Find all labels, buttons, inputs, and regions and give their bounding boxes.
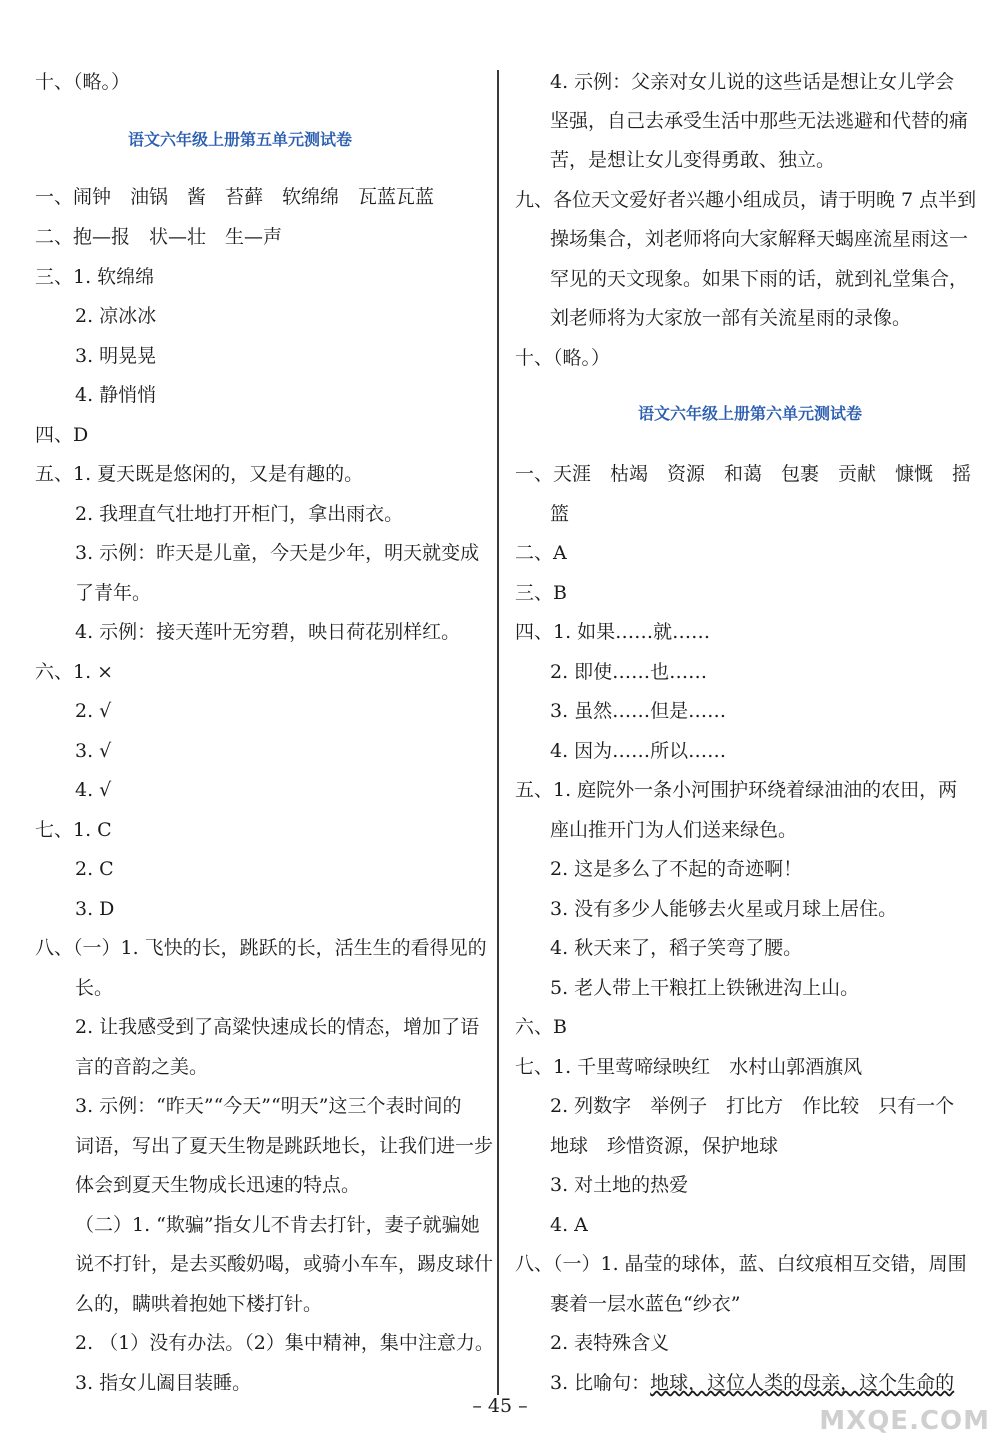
answer-line: 四、1. 如果……就……: [515, 621, 711, 643]
answer-line: 篮: [550, 503, 570, 525]
wavy-underlined-text: 地球，这位人类的母亲，这个生命的: [650, 1372, 955, 1394]
answer-line: 2. C: [75, 858, 114, 880]
answer-line: 3. D: [75, 898, 115, 920]
answer-line-last: [550, 1371, 954, 1395]
answer-line: 七、1. C: [35, 819, 112, 841]
answer-line: 2. 这是多么了不起的奇迹啊！: [550, 858, 803, 880]
answer-line: 刘老师将为大家放一部有关流星雨的录像。: [550, 307, 912, 329]
answer-line: 4. 示例：接天莲叶无穷碧，映日荷花别样红。: [75, 621, 461, 643]
answer-line: 3. 指女儿阖目装睡。: [75, 1372, 252, 1394]
answer-line: 罕见的天文现象。如果下雨的话，就到礼堂集合，: [550, 268, 969, 290]
answer-line: 六、B: [515, 1016, 567, 1038]
answer-line: 词语，写出了夏天生物是跳跃地长，让我们进一步: [75, 1135, 494, 1157]
page-number: – 45 –: [472, 1395, 528, 1417]
answer-line: 2. 表特殊含义: [550, 1332, 670, 1354]
answer-line: 3. 虽然……但是……: [550, 700, 727, 722]
answer-line: 三、1. 软绵绵: [35, 266, 155, 288]
answer-line: 2. 即使……也……: [550, 661, 708, 683]
answer-line: 裹着一层水蓝色“纱衣”: [550, 1293, 741, 1315]
answer-line: 八、（一）1. 晶莹的球体，蓝、白纹痕相互交错，周围: [515, 1253, 967, 1275]
column-divider: [497, 70, 499, 1395]
answer-line: 4. 静悄悄: [75, 384, 157, 406]
answer-line: 六、1. ×: [35, 661, 114, 683]
answer-line: 操场集合，刘老师将向大家解释天蝎座流星雨这一: [550, 228, 969, 250]
answer-line: 七、1. 千里莺啼绿映红 水村山郭酒旗风: [515, 1056, 863, 1078]
answer-line: 2. 让我感受到了高粱快速成长的情态，增加了语: [75, 1016, 480, 1038]
answer-line-prefix: 3. 比喻句：: [550, 1372, 651, 1394]
answer-line: 九、各位天文爱好者兴趣小组成员，请于明晚 7 点半到: [515, 189, 977, 211]
answer-line: 2. （1）没有办法。（2）集中精神，集中注意力。: [75, 1332, 494, 1354]
answer-line: 5. 老人带上干粮扛上铁锹进沟上山。: [550, 977, 860, 999]
answer-line: 2. 凉冰冰: [75, 305, 157, 327]
answer-line: 八、（一）1. 飞快的长，跳跃的长，活生生的看得见的: [35, 937, 487, 959]
answer-line: 五、1. 庭院外一条小河围护环绕着绿油油的农田，两: [515, 779, 958, 801]
section-title-unit-6: 语文六年级上册第六单元测试卷: [637, 404, 862, 423]
answer-line: 苦，是想让女儿变得勇敢、独立。: [550, 149, 836, 171]
answer-line: 么的，瞒哄着抱她下楼打针。: [75, 1293, 323, 1315]
answer-line: 3. 明晃晃: [75, 345, 157, 367]
answer-line: 言的音韵之美。: [75, 1056, 209, 1078]
answer-line: 3. 示例：“昨天”“今天”“明天”这三个表时间的: [75, 1095, 462, 1117]
answer-line: 3. 对土地的热爱: [550, 1174, 689, 1196]
answer-line: 十、（略。）: [515, 347, 611, 369]
answer-line: 体会到夏天生物成长迅速的特点。: [75, 1174, 361, 1196]
answer-line: 十、（略。）: [35, 71, 131, 93]
watermark-logo: MXQE.COM: [819, 1406, 990, 1436]
answer-line: 一、闹钟 油锅 酱 苔藓 软绵绵 瓦蓝瓦蓝: [35, 186, 435, 208]
answer-line: 3. 示例：昨天是儿童，今天是少年，明天就变成: [75, 542, 480, 564]
answer-line: 二、A: [515, 542, 567, 564]
answer-line: 五、1. 夏天既是悠闲的，又是有趣的。: [35, 463, 364, 485]
answer-line: （二）1. “欺骗”指女儿不肯去打针，妻子就骗她: [75, 1214, 480, 1236]
answer-line: 座山推开门为人们送来绿色。: [550, 819, 798, 841]
answer-line: 四、D: [35, 424, 89, 446]
answer-line: 2. √: [75, 700, 112, 722]
answer-line: 一、天涯 枯竭 资源 和蔼 包裹 贡献 慷慨 摇: [515, 463, 972, 485]
answer-line: 坚强，自己去承受生活中那些无法逃避和代替的痛: [550, 110, 969, 132]
answer-line: 3. 没有多少人能够去火星或月球上居住。: [550, 898, 898, 920]
answer-line: 4. 秋天来了，稻子笑弯了腰。: [550, 937, 803, 959]
answer-line: 三、B: [515, 582, 567, 604]
answer-line: 4. 因为……所以……: [550, 740, 727, 762]
answer-line: 4. 示例：父亲对女儿说的这些话是想让女儿学会: [550, 71, 955, 93]
answer-line: 4. A: [550, 1214, 588, 1236]
answer-line: 长。: [75, 977, 114, 999]
answer-line: 3. √: [75, 740, 112, 762]
answer-line: 说不打针，是去买酸奶喝，或骑小车车，踢皮球什: [75, 1253, 494, 1275]
answer-line: 4. √: [75, 779, 112, 801]
answer-line: 了青年。: [75, 582, 152, 604]
answer-line: 2. 列数字 举例子 打比方 作比较 只有一个: [550, 1095, 955, 1117]
answer-line: 2. 我理直气壮地打开柜门，拿出雨衣。: [75, 503, 404, 525]
answer-line: 地球 珍惜资源，保护地球: [550, 1135, 779, 1157]
section-title-unit-5: 语文六年级上册第五单元测试卷: [127, 130, 352, 149]
answer-line: 二、抱—报 状—壮 生—声: [35, 226, 283, 248]
